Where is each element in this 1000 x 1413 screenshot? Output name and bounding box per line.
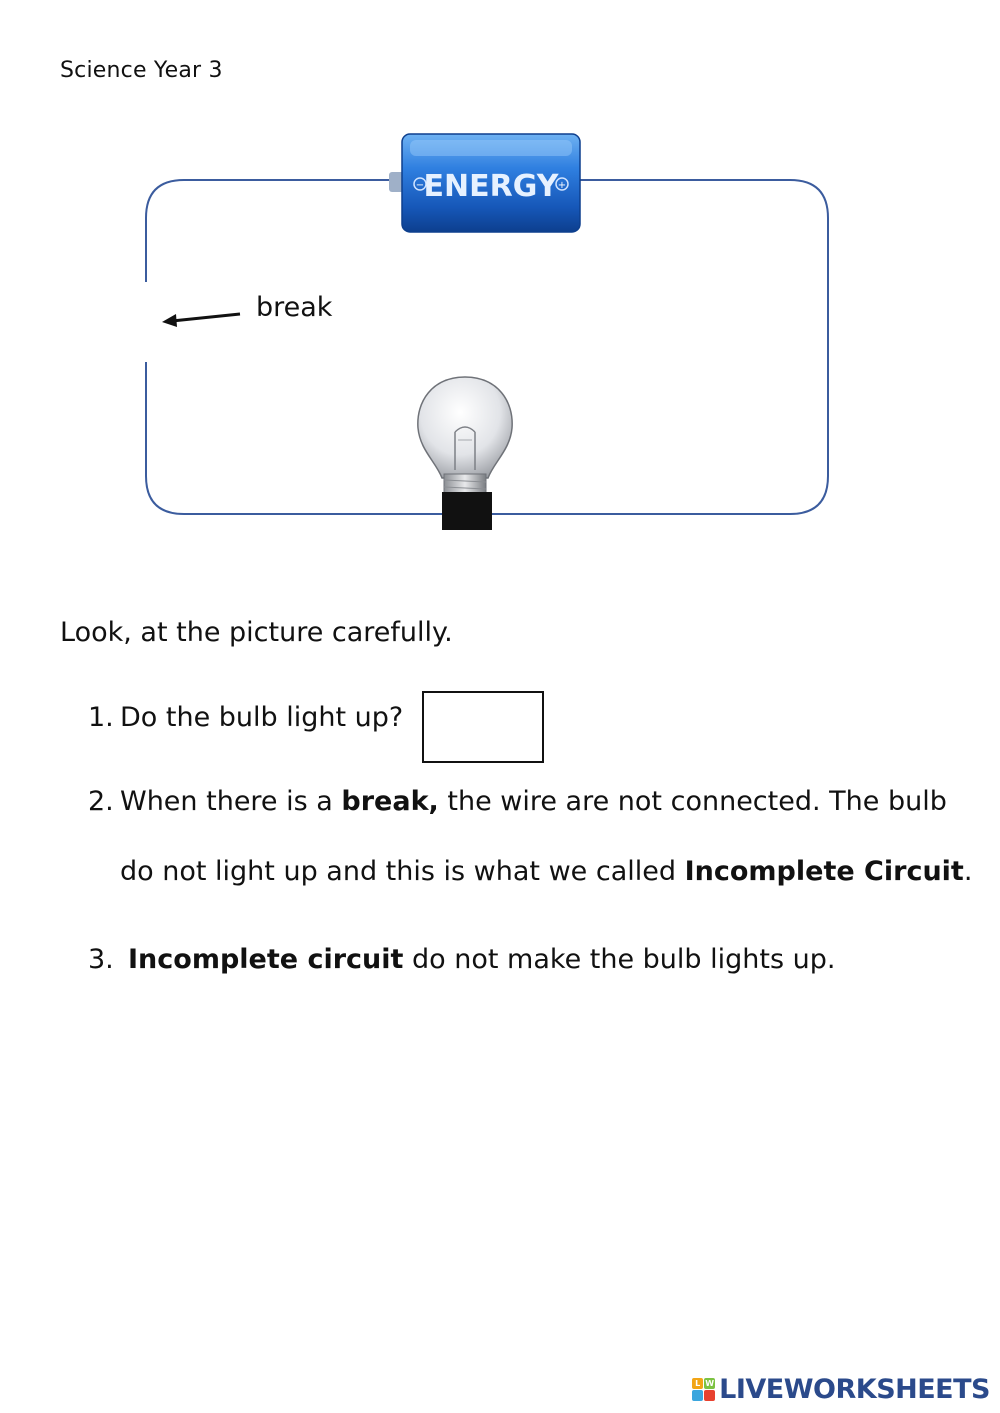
question-text: Do the bulb light up? <box>120 702 404 733</box>
worksheet-subject-label: Science Year 3 <box>60 58 223 83</box>
arrow-left-icon <box>162 314 240 327</box>
logo-text: LIVEWORKSHEETS <box>719 1374 990 1405</box>
question-2 <box>88 786 947 817</box>
light-bulb-icon <box>418 377 512 530</box>
instructions-intro: Look, at the picture carefully. <box>60 617 453 648</box>
battery-minus-sign: − <box>415 180 425 191</box>
question-text-line-1: When there is a break, the wire are not connected. The bulb <box>120 786 947 817</box>
break-label: break <box>256 292 333 323</box>
battery-label: ENERGY <box>423 169 559 204</box>
question-number: 3. <box>88 944 114 975</box>
battery-icon <box>389 134 580 232</box>
question-3 <box>88 944 836 975</box>
question-number: 1. <box>88 702 114 733</box>
question-text: Incomplete circuit do not make the bulb lights up. <box>128 944 836 975</box>
question-1 <box>88 702 404 733</box>
logo-mark-icon: L W <box>692 1378 715 1401</box>
keyword-incomplete-circuit: Incomplete Circuit <box>684 856 964 887</box>
question-2-line-2: do not light up and this is what we called Incomplete Circuit. <box>120 856 973 887</box>
keyword-break: break, <box>341 786 439 817</box>
battery-plus-sign: + <box>557 180 567 191</box>
circuit-diagram <box>0 0 1000 560</box>
question-number: 2. <box>88 786 114 817</box>
liveworksheets-logo <box>692 1374 990 1405</box>
answer-input[interactable] <box>422 691 544 763</box>
